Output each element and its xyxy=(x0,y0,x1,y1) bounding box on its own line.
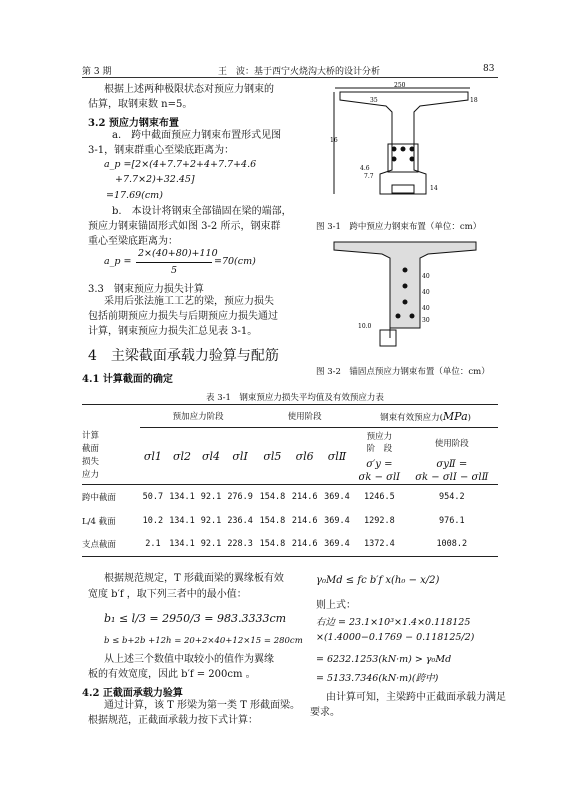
para-flange-1: 根据规范规定，T 形截面梁的翼缘板有效 xyxy=(104,573,284,584)
col-sig-l5: σl5 xyxy=(263,449,282,463)
equation-rhs-2: ×(1.4000−0.1769 − 0.118125/2) xyxy=(316,632,475,643)
para-loss-2: 包括前期预应力损失与后期预应力损失通过 xyxy=(88,311,278,322)
running-title: 王 波：基于西宁火烧沟大桥的设计分析 xyxy=(218,67,381,77)
dim-35: 35 xyxy=(370,97,378,104)
table-row xyxy=(82,485,498,509)
fraction-bar xyxy=(136,262,212,263)
dim-250: 250 xyxy=(394,82,406,89)
table-cell: 369.4 xyxy=(324,539,350,550)
table-cell: 50.7 xyxy=(142,491,164,502)
equation-b1: b₁ ≤ l/3 = 2950/3 = 983.3333cm xyxy=(104,612,287,625)
para-loss-3: 计算，钢束预应力损失汇总见表 3-1。 xyxy=(88,326,258,337)
para-flange-3: 从上述三个数值中取较小的值作为翼缘 xyxy=(104,654,274,665)
dim-40-b: 40 xyxy=(422,289,430,296)
table-cell: 1246.5 xyxy=(363,491,395,502)
heading-3-3: 3.3 钢束预应力损失计算 xyxy=(88,284,204,295)
table-cell: 支点截面 xyxy=(82,540,117,551)
eff2-bot: σk − σlⅠ − σlⅡ xyxy=(415,472,489,483)
para-b-2: 预应力钢束锚固形式如图 3-2 所示，钢束群 xyxy=(88,221,281,232)
figure-3-1-tbeam xyxy=(330,82,480,202)
sub-service: 使用阶段 xyxy=(434,439,469,449)
table-cell: 134.1 xyxy=(169,515,195,526)
equation-ap2-lhs: a_p = xyxy=(104,256,132,267)
rowhead-4: 应力 xyxy=(82,469,100,480)
table-cell: 134.1 xyxy=(169,539,195,550)
col-sig-lII: σlⅡ xyxy=(327,449,347,463)
equation-ap-line1: a_p =[2×(4+7.7+2+4+7.7+4.6 xyxy=(104,159,257,170)
col-sig-l2: σl2 xyxy=(172,449,191,463)
table-cell: 134.1 xyxy=(169,491,195,502)
table-cell: 10.2 xyxy=(142,515,164,526)
para-flange-2: 宽度 b′f ，取下列三者中的最小值： xyxy=(88,589,247,600)
heading-section-4: 4 主梁截面承载力验算与配筋 xyxy=(88,348,279,364)
heading-3-2: 3.2 预应力钢束布置 xyxy=(88,118,179,129)
table-cell: 2.1 xyxy=(145,539,161,550)
equation-ap2-den: 5 xyxy=(171,265,178,276)
table-cell xyxy=(353,428,406,459)
table-cell: 228.3 xyxy=(227,539,253,550)
dim-40-c: 40 xyxy=(422,305,430,312)
equation-ap-line2: +7.7×2)+32.45] xyxy=(115,174,195,185)
equation-capacity: γ₀Md ≤ fc b′f x(h₀ − x/2) xyxy=(316,575,440,586)
table-cell: 214.6 xyxy=(291,515,318,526)
group-effective-prestress: 钢束有效预应力(MPa) xyxy=(353,405,498,428)
col-sig-l6: σl6 xyxy=(295,449,314,463)
dim-4-6: 4.6 xyxy=(360,165,370,172)
table-cell xyxy=(82,405,140,428)
group-service-stage: 使用阶段 xyxy=(256,405,353,428)
table-cell: 276.9 xyxy=(227,491,253,502)
equation-b: b ≤ b+2b +12h = 20+2×40+12×15 = 280cm xyxy=(104,636,303,646)
table-cell: 369.4 xyxy=(324,491,350,502)
table-cell xyxy=(82,428,140,485)
para-b-3: 重心至梁底距离为： xyxy=(88,236,178,247)
table-row xyxy=(82,533,498,557)
issue-number: 第 3 期 xyxy=(82,67,112,77)
table-cell: 214.6 xyxy=(291,539,318,550)
rowhead-1: 计算 xyxy=(82,430,100,441)
figure-3-2-anchor xyxy=(330,238,480,350)
group-prestress-stage: 预加应力阶段 xyxy=(140,405,256,428)
table-cell xyxy=(406,458,498,485)
para-section-2: 根据规范，正截面承载力按下式计算： xyxy=(88,715,258,726)
table-row xyxy=(82,509,498,533)
table-cell: 154.8 xyxy=(259,491,286,502)
table-3-1-title: 表 3-1 钢束预应力损失平均值及有效预应力表 xyxy=(206,393,384,403)
eff1-top: σ′y = xyxy=(366,459,393,470)
dim-30: 30 xyxy=(422,317,430,324)
table-cell: 92.1 xyxy=(200,539,222,550)
heading-4-2: 4.2 正截面承载力验算 xyxy=(82,688,183,699)
figure-3-2-caption: 图 3-2 锚固点预应力钢束布置（单位：cm） xyxy=(316,367,490,377)
col-sig-l4: σl4 xyxy=(202,449,221,463)
col-sig-lI: σlⅠ xyxy=(232,449,248,463)
table-cell: 1372.4 xyxy=(363,539,395,550)
dim-16: 16 xyxy=(330,137,338,144)
equation-ap-line3: =17.69(cm) xyxy=(106,190,163,201)
heading-4-1: 4.1 计算截面的确定 xyxy=(82,374,173,385)
table-cell: 跨中截面 xyxy=(82,492,117,503)
dim-18: 18 xyxy=(470,97,478,104)
table-cell: 92.1 xyxy=(200,515,222,526)
table-cell: 1008.2 xyxy=(436,539,468,550)
header-rule xyxy=(82,77,498,78)
para-estimate-1: 根据上述两种极限状态对预应力钢束的 xyxy=(104,84,274,95)
table-cell: 214.6 xyxy=(291,491,318,502)
equation-rhs-4: = 5133.7346(kN·m)(跨中) xyxy=(316,673,439,684)
eff2-top: σyⅡ = xyxy=(436,459,468,470)
label-then: 则上式： xyxy=(316,600,356,611)
eff1-bot: σk − σlⅠ xyxy=(358,472,401,483)
para-a-1: a. 跨中截面预应力钢束布置形式见图 xyxy=(112,130,282,141)
rowhead-2: 截面 xyxy=(82,443,100,454)
table-3-1 xyxy=(82,404,498,557)
table-cell: 976.1 xyxy=(439,515,465,526)
equation-rhs-1: 右边 = 23.1×10³×1.4×0.118125 xyxy=(316,617,471,628)
table-cell: 92.1 xyxy=(200,491,222,502)
table-cell: 154.8 xyxy=(259,539,286,550)
sub-prestress-1: 预应力 xyxy=(366,432,393,442)
figure-3-1-caption: 图 3-1 跨中预应力钢束布置（单位：cm） xyxy=(316,222,482,232)
table-cell xyxy=(353,458,406,485)
dim-7-7: 7.7 xyxy=(364,173,374,180)
page-number: 83 xyxy=(483,64,495,74)
col-sig-l1: σl1 xyxy=(143,449,162,463)
table-cell: 954.2 xyxy=(439,491,465,502)
para-flange-4: 板的有效宽度，因此 b′f = 200cm 。 xyxy=(88,669,256,680)
dim-10: 10.0 xyxy=(358,323,372,330)
table-cell: 236.4 xyxy=(227,515,253,526)
dim-14: 14 xyxy=(430,185,438,192)
table-cell: 369.4 xyxy=(324,515,350,526)
para-estimate-2: 估算，取钢束数 n=5。 xyxy=(88,99,193,110)
para-conclusion-2: 要求。 xyxy=(310,707,340,718)
table-cell: 1292.8 xyxy=(363,515,395,526)
para-b-1: b. 本设计将钢束全部锚固在梁的端部， xyxy=(112,206,292,217)
para-a-2: 3-1，钢束群重心至梁底距离为： xyxy=(88,145,235,156)
sub-prestress-2: 阶 段 xyxy=(366,444,393,454)
para-conclusion-1: 由计算可知，主梁跨中正截面承载力满足 xyxy=(326,692,506,703)
para-loss-1: 采用后张法施工工艺的梁，预应力损失 xyxy=(104,296,274,307)
dim-40-a: 40 xyxy=(422,273,430,280)
para-section-1: 通过计算，该 T 形梁为第一类 T 形截面梁。 xyxy=(104,700,301,711)
equation-ap2-num: 2×(40+80)+110 xyxy=(138,248,218,259)
rowhead-3: 损失 xyxy=(82,456,100,467)
equation-rhs-3: = 6232.1253(kN·m) > γ₀Md xyxy=(316,654,452,665)
table-cell: 154.8 xyxy=(259,515,286,526)
table-cell: L/4 截面 xyxy=(82,516,116,527)
equation-ap2-rhs: =70(cm) xyxy=(214,256,256,267)
